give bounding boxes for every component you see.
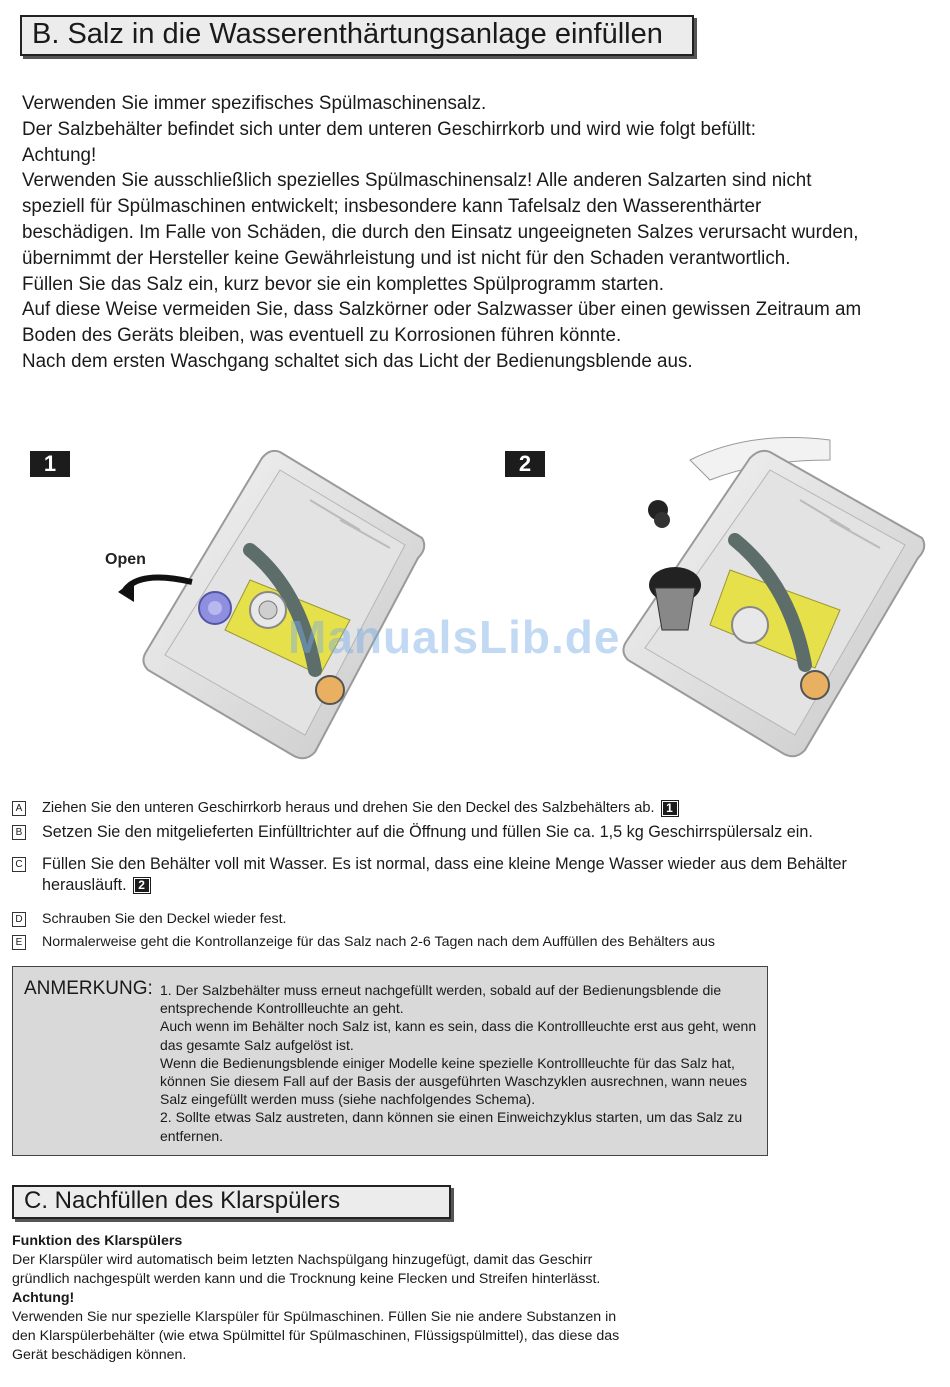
warning-label: Achtung!	[12, 1290, 75, 1306]
figure-2-filling-salt	[600, 420, 930, 770]
intro-line: Achtung!	[22, 143, 97, 166]
step-letter: D	[12, 912, 26, 927]
open-label: Open	[105, 551, 146, 568]
step-text: Normalerweise geht die Kontrollanzeige für das Salz nach 2-6 Tagen nach dem Auffüllen des Behälters aus	[42, 934, 716, 950]
section-c-heading: C. Nachfüllen des Klarspülers	[12, 1185, 451, 1219]
step-text: Ziehen Sie den unteren Geschirrkorb heraus und drehen Sie den Deckel des Salzbehälters ab.	[42, 800, 655, 816]
intro-line: Nach dem ersten Waschgang schaltet sich das Licht der Bedienungsblende aus.	[22, 349, 693, 372]
intro-line: Auf diese Weise vermeiden Sie, dass Salzkörner oder Salzwasser über einen gewissen Zeitraum am Boden des Geräts bleiben, was eventuell zu Korrosionen führen könnte.	[22, 298, 862, 347]
note-paragraph: 1. Der Salzbehälter muss erneut nachgefüllt werden, sobald auf der Bedienungsblende die entsprechende Kontrollleuchte an geht.	[160, 982, 722, 1017]
step-d	[12, 909, 922, 930]
note-paragraph: Auch wenn im Behälter noch Salz ist, kann es sein, dass die Kontrollleuchte erst aus geht, wenn das gesamte Salz aufgelöst ist.	[160, 1018, 757, 1053]
figure-ref: 1	[661, 800, 679, 817]
step-text: Schrauben Sie den Deckel wieder fest.	[42, 911, 287, 927]
section-c-body	[12, 1232, 632, 1365]
intro-line: Verwenden Sie immer spezifisches Spülmaschinensalz.	[22, 92, 487, 114]
step-a	[12, 798, 922, 819]
figure-1-salt-container-open	[100, 440, 430, 770]
step-letter: E	[12, 935, 26, 950]
figure-1-badge: 1	[30, 451, 70, 477]
note-label: ANMERKUNG:	[24, 978, 153, 999]
section-c-subheading: Funktion des Klarspülers	[12, 1233, 183, 1249]
section-b-heading: B. Salz in die Wasserenthärtungsanlage einfüllen	[20, 15, 694, 56]
figure-ref: 2	[133, 877, 151, 894]
step-b	[12, 822, 922, 843]
note-paragraph: Wenn die Bedienungsblende einiger Modelle keine spezielle Kontrollleuchte für das Salz hat, können Sie diesem Fall auf der Basis der ausgeführten Waschzyklen ausrechnen, wann neues Salz eingefüllt werden muss (siehe nachfolgendes Schema).	[160, 1054, 748, 1108]
watermark: ManualsLib.de	[288, 611, 621, 663]
note-paragraph: 2. Sollte etwas Salz austreten, dann können sie einen Einweichzyklus starten, um das Salz zu entfernen.	[160, 1109, 743, 1144]
intro-line: Füllen Sie das Salz ein, kurz bevor sie ein komplettes Spülprogramm starten.	[22, 272, 664, 295]
section-c-text: Verwenden Sie nur spezielle Klarspüler für Spülmaschinen. Füllen Sie nie andere Substanzen in den Klarspülerbehälter (wie etwa Spülmittel für Spülmaschinen, Flüssigspülmittel), das diese das Gerät beschädigen können.	[12, 1309, 620, 1363]
step-letter: B	[12, 825, 26, 840]
step-c	[12, 854, 892, 896]
note-body	[160, 981, 760, 1145]
intro-line: Der Salzbehälter befindet sich unter dem unteren Geschirrkorb und wird wie folgt befüllt:	[22, 117, 756, 140]
figure-2-badge: 2	[505, 451, 545, 477]
step-text: Setzen Sie den mitgelieferten Einfülltrichter auf die Öffnung und füllen Sie ca. 1,5 kg Geschirrspülersalz ein.	[42, 823, 813, 841]
step-letter: C	[12, 857, 26, 872]
intro-line: Verwenden Sie ausschließlich spezielles Spülmaschinensalz! Alle anderen Salzarten sind nicht speziell für Spülmaschinen entwickelt; insbesondere kann Tafelsalz den Wasserenthärter beschädigen. Im Falle von Schäden, die durch den Einsatz ungeeigneten Salzes verursacht wurden, übernimmt der Hersteller keine Gewährleistung und ist nicht für den Schaden verantwortlich.	[22, 169, 859, 269]
section-c-text: Der Klarspüler wird automatisch beim letzten Nachspülgang hinzugefügt, damit das Geschirr gründlich nachgespült werden kann und die Trocknung keine Flecken und Streifen hinterlässt.	[12, 1252, 601, 1287]
step-text: Füllen Sie den Behälter voll mit Wasser. Es ist normal, dass eine kleine Menge Wasser wieder aus dem Behälter herausläuft.	[42, 855, 847, 894]
intro-text	[22, 91, 876, 375]
note-box	[12, 966, 768, 1156]
step-e	[12, 932, 922, 953]
step-letter: A	[12, 801, 26, 816]
